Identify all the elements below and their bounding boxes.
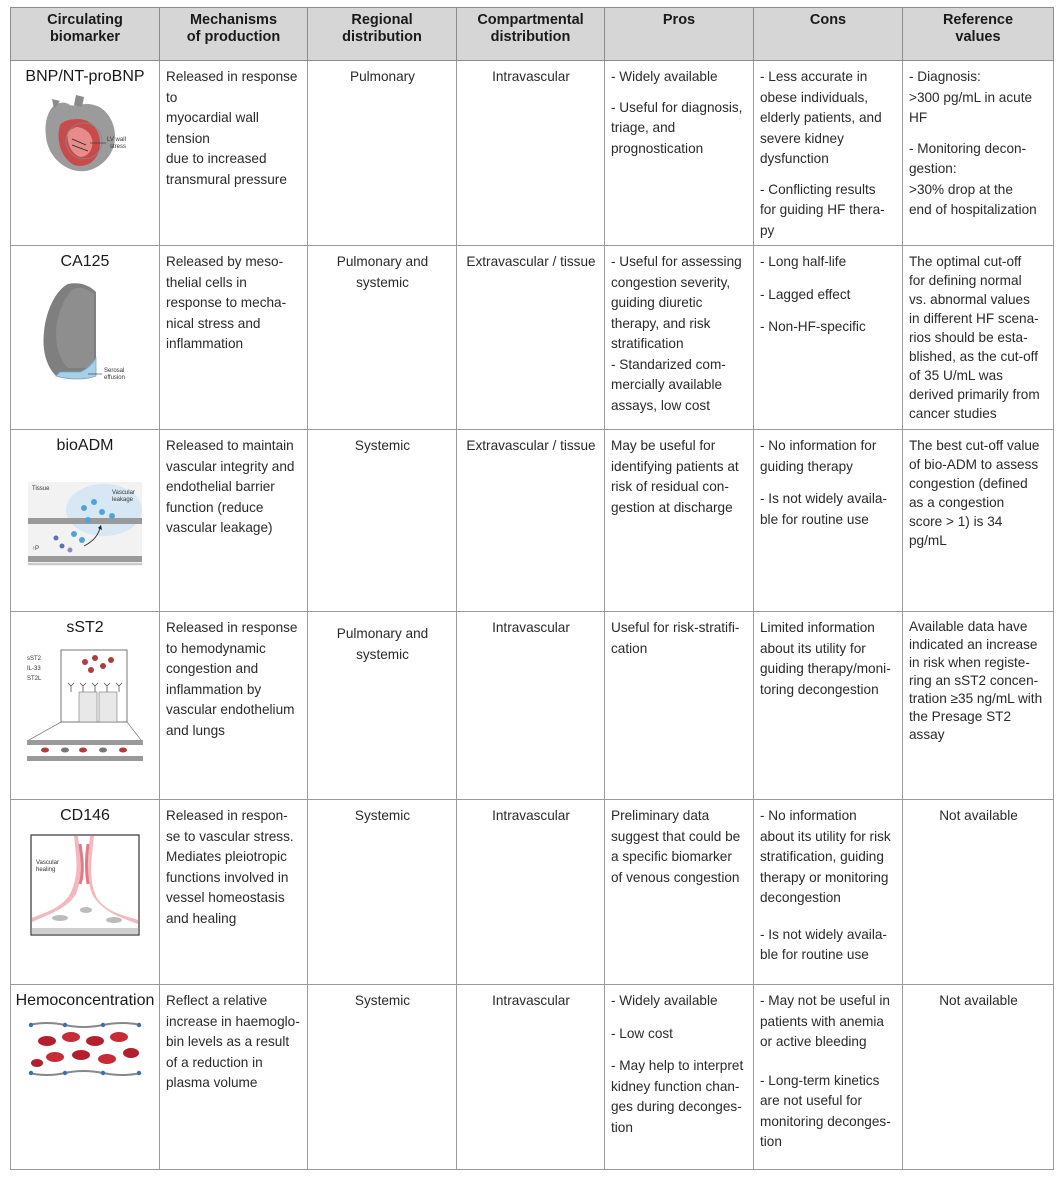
heart-illustration xyxy=(30,95,140,175)
header-reference: Reference values xyxy=(903,8,1054,61)
svg-text:IL-33: IL-33 xyxy=(27,666,41,672)
reference-cell: Not available xyxy=(903,985,1054,1170)
header-mechanisms: Mechanisms of production xyxy=(160,8,308,61)
svg-text:leakage: leakage xyxy=(112,497,134,503)
svg-text:stress: stress xyxy=(110,144,127,150)
cons-cell: - Long half-life - Lagged effect - Non-HF-specific xyxy=(754,246,903,430)
vascular-leakage-illustration xyxy=(26,480,144,570)
compartmental-cell: Intravascular xyxy=(457,612,605,800)
biomarker-name: CD146 xyxy=(60,807,110,824)
pros-cell: - Widely available - Low cost - May help to interpret kidney function chan- ges during deconges- tion xyxy=(605,985,754,1170)
header-cons: Cons xyxy=(754,8,903,61)
biomarker-name: Hemoconcentration xyxy=(15,992,155,1009)
pros-cell: - Widely available - Useful for diagnosis, triage, and prognostication xyxy=(605,61,754,246)
svg-text:Vascular: Vascular xyxy=(112,490,135,496)
biomarker-name: sST2 xyxy=(66,619,104,636)
compartmental-cell: Intravascular xyxy=(457,61,605,246)
svg-text:Serosal: Serosal xyxy=(104,368,125,374)
svg-text:Vascular: Vascular xyxy=(36,860,59,866)
reference-cell: Available data have indicated an increase in risk when registe- ring an sST2 concen- tration ≥35 ng/mL with the Presage ST2 assay xyxy=(903,612,1054,800)
sst2-illustration xyxy=(25,646,145,764)
lung-illustration xyxy=(30,280,140,388)
biomarker-name: BNP/NT-proBNP xyxy=(25,68,145,85)
mechanism-cell: Released in response to hemodynamic congestion and inflammation by vascular endothelium and lungs xyxy=(160,612,308,800)
cons-cell: Limited information about its utility for guiding therapy/moni- toring decongestion xyxy=(754,612,903,800)
mechanism-cell: Reflect a relative increase in haemoglo- bin levels as a result of a reduction in plasma volume xyxy=(160,985,308,1170)
mechanism-cell: Released in response to myocardial wall tension due to increased transmural pressure xyxy=(160,61,308,246)
cons-cell: - No information for guiding therapy - Is not widely availa- ble for routine use xyxy=(754,430,903,612)
reference-cell: - Diagnosis: >300 pg/mL in acute HF - Monitoring decon- gestion: >30% drop at the end of hospitalization xyxy=(903,61,1054,246)
reference-cell: Not available xyxy=(903,800,1054,985)
vascular-healing-illustration xyxy=(30,834,140,936)
regional-cell: Systemic xyxy=(308,800,457,985)
hemoconcentration-illustration xyxy=(27,1019,143,1079)
compartmental-cell: Intravascular xyxy=(457,985,605,1170)
cons-cell: - No information about its utility for risk stratification, guiding therapy or monitoring decongestion - Is not widely availa- ble for routine use xyxy=(754,800,903,985)
compartmental-cell: Extravascular / tissue xyxy=(457,430,605,612)
reference-cell: The optimal cut-off for defining normal vs. abnormal values in different HF scena- rios should be esta- blished, as the cut-off of 35 U/mL was derived primarily from cancer studies xyxy=(903,246,1054,430)
regional-cell: Pulmonary and systemic xyxy=(308,246,457,430)
svg-text:ST2L: ST2L xyxy=(27,676,42,682)
svg-text:sST2: sST2 xyxy=(27,656,42,662)
biomarker-cell xyxy=(11,800,160,985)
regional-cell: Pulmonary and systemic xyxy=(308,612,457,800)
regional-cell: Pulmonary xyxy=(308,61,457,246)
compartmental-cell: Intravascular xyxy=(457,800,605,985)
biomarker-table xyxy=(10,7,1054,1170)
biomarker-name: bioADM xyxy=(56,437,114,454)
header-pros: Pros xyxy=(605,8,754,61)
svg-text:↑P: ↑P xyxy=(32,546,40,552)
mechanism-cell: Released in respon- se to vascular stress. Mediates pleiotropic functions involved in vessel homeostasis and healing xyxy=(160,800,308,985)
biomarker-cell xyxy=(11,985,160,1170)
biomarker-cell xyxy=(11,612,160,800)
cons-cell: - Less accurate in obese individuals, elderly patients, and severe kidney dysfunction - Conflicting results for guiding HF thera- py xyxy=(754,61,903,246)
mechanism-cell: Released by meso- thelial cells in response to mecha- nical stress and inflammation xyxy=(160,246,308,430)
header-compartmental: Compartmental distribution xyxy=(457,8,605,61)
table-row xyxy=(11,430,1054,612)
table-row xyxy=(11,246,1054,430)
header-regional: Regional distribution xyxy=(308,8,457,61)
mechanism-cell: Released to maintain vascular integrity and endothelial barrier function (reduce vascular leakage) xyxy=(160,430,308,612)
compartmental-cell: Extravascular / tissue xyxy=(457,246,605,430)
svg-text:effusion: effusion xyxy=(104,375,125,381)
table-row xyxy=(11,612,1054,800)
cons-cell: - May not be useful in patients with anemia or active bleeding - Long-term kinetics are not useful for monitoring deconges- tion xyxy=(754,985,903,1170)
regional-cell: Systemic xyxy=(308,985,457,1170)
pros-cell: May be useful for identifying patients at risk of residual con- gestion at discharge xyxy=(605,430,754,612)
table-row xyxy=(11,61,1054,246)
svg-text:LV wall: LV wall xyxy=(107,137,126,143)
header-biomarker: Circulating biomarker xyxy=(11,8,160,61)
biomarker-cell xyxy=(11,246,160,430)
pros-cell: Preliminary data suggest that could be a specific biomarker of venous congestion xyxy=(605,800,754,985)
header-row xyxy=(11,8,1054,61)
biomarker-name: CA125 xyxy=(60,253,110,270)
pros-cell: - Useful for assessing congestion severity, guiding diuretic therapy, and risk stratification - Standarized com- mercially available assays, low cost xyxy=(605,246,754,430)
biomarker-cell xyxy=(11,61,160,246)
table-row xyxy=(11,985,1054,1170)
reference-cell: The best cut-off value of bio-ADM to assess congestion (defined as a congestion score > 1) is 34 pg/mL xyxy=(903,430,1054,612)
regional-cell: Systemic xyxy=(308,430,457,612)
table-row xyxy=(11,800,1054,985)
svg-text:healing: healing xyxy=(36,867,56,873)
pros-cell: Useful for risk-stratifi- cation xyxy=(605,612,754,800)
svg-text:Tissue: Tissue xyxy=(32,486,50,492)
biomarker-cell xyxy=(11,430,160,612)
